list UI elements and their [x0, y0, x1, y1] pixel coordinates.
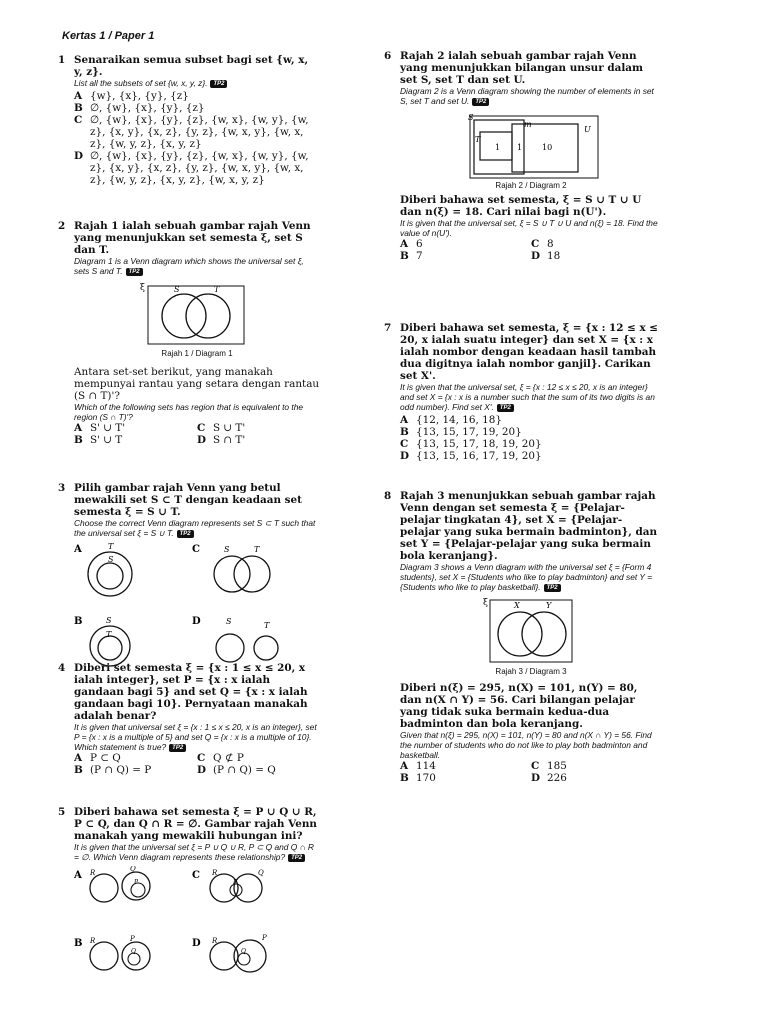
- question-text-en-2: It is given that the universal set, ξ = S ∪ T ∪ U and n(ξ) = 18. Find the value of n(U').: [400, 218, 658, 238]
- question-number: 5: [58, 806, 66, 818]
- question-text-ms-2: Diberi n(ξ) = 295, n(X) = 101, n(Y) = 80, dan n(X ∩ Y) = 56. Cari bilangan pelajar yang tidak suka bermain kedua-dua badminton dan bola keranjang.: [400, 682, 638, 730]
- question-text-en: Diagram 3 shows a Venn diagram with the universal set ξ = {Form 4 students}, set X = {Students who like to play badminton} and set Y = {Students who like to play basketball}.: [400, 562, 653, 592]
- option-c[interactable]: C 185: [531, 760, 567, 772]
- question-3: [58, 482, 320, 668]
- t-label: T: [475, 135, 481, 144]
- option-c-t-circle: [234, 556, 270, 592]
- question-text-en: It is given that the universal set ξ = P ∪ Q ∪ R, P ⊂ Q and Q ∩ R = ∅. Which Venn diagram represents these relationship?: [74, 842, 314, 862]
- s-label: S: [468, 113, 474, 122]
- option-b[interactable]: B (P ∩ Q) = P: [74, 764, 152, 776]
- option-b[interactable]: B {13, 15, 17, 19, 20}: [400, 426, 522, 438]
- question-text-en-2: Given that n(ξ) = 295, n(X) = 101, n(Y) = 80 and n(X ∩ Y) = 56. Find the number of students who do not like to play both badminton and basketball.: [400, 730, 652, 760]
- tp-badge: TP2: [210, 80, 227, 88]
- option-a-q-circle: [122, 872, 150, 900]
- tp-badge: TP2: [126, 268, 143, 276]
- x-label: X: [514, 601, 520, 610]
- y-label: Y: [546, 601, 552, 610]
- set-s-circle: [162, 294, 206, 338]
- option-d[interactable]: D (P ∩ Q) = Q: [197, 764, 276, 776]
- question-text-ms: Rajah 3 menunjukkan sebuah gambar rajah Venn dengan set semesta ξ = {Pelajar-pelajar tingkatan 4}, set X = {Pelajar-pelajar yang suka bermain badminton}, dan set Y = {Pelajar-pelajar yang suka bermain bola keranjang}.: [400, 490, 658, 562]
- question-5: [58, 806, 320, 984]
- set-x-circle: [498, 612, 542, 656]
- question-8: [384, 490, 662, 784]
- option-a-s-circle: [97, 563, 123, 589]
- u-value: 10: [542, 143, 553, 152]
- option-d-p-label: P: [262, 934, 267, 942]
- s-label: S: [174, 285, 180, 294]
- venn-diagram-2: [400, 110, 662, 180]
- question-2: [58, 220, 320, 446]
- question-4: [58, 662, 320, 776]
- tp-badge: TP2: [472, 98, 489, 106]
- question-text-en: Diagram 2 is a Venn diagram showing the number of elements in set S, set T and set U.: [400, 86, 654, 106]
- u-label: U: [584, 125, 591, 134]
- question-number: 1: [58, 54, 66, 66]
- m-label: m: [524, 120, 532, 129]
- option-d-s-label: S: [226, 617, 232, 626]
- option-b-p-label: P: [130, 935, 135, 943]
- t-label: T: [214, 285, 220, 294]
- universal-set-box: [470, 116, 598, 178]
- question-1: [58, 54, 320, 186]
- option-a[interactable]: A P ⊂ Q: [74, 752, 121, 764]
- question-text-ms: Pilih gambar rajah Venn yang betul mewakili set S ⊂ T dengan keadaan set semesta ξ = S ∪ T.: [74, 482, 302, 518]
- option-c-r-label: R: [212, 869, 218, 877]
- question-text-en: Choose the correct Venn diagram represents set S ⊂ T such that the universal set ξ = S ∪ T.: [74, 518, 316, 538]
- option-a-p-label: P: [134, 879, 139, 886]
- question-text-ms: Diberi bahawa set semesta, ξ = {x : 12 ≤ x ≤ 20, x ialah suatu integer} dan set X = {x : x ialah nombor dengan keadaan hasil tambah dua digitnya ialah nombor ganjil}. Carikan set X'.: [400, 322, 658, 382]
- set-y-circle: [522, 612, 566, 656]
- question-number: 8: [384, 490, 392, 502]
- option-d[interactable]: D ∅, {w}, {x}, {y}, {z}, {w, x}, {w, y}, {w, z}, {x, y}, {x, z}, {y, z}, {w, x, y}, {w, x, z}, {w, y, z}, {x, y, z}, {w, x, y, z}: [74, 150, 309, 186]
- xi-label: ξ: [140, 283, 145, 293]
- option-a-t-label: T: [108, 542, 114, 551]
- question-number: 2: [58, 220, 66, 232]
- option-a-r-circle: [90, 874, 118, 902]
- option-a[interactable]: A {w}, {x}, {y}, {z}: [74, 90, 189, 102]
- option-d-r-label: R: [212, 937, 218, 945]
- question-text-en: It is given that universal set ξ = {x : 1 ≤ x ≤ 20, x is an integer}, set P = {x : x is a multiple of 5} and set Q = {x : x is a multiple of 10}. Which statement is true?: [74, 722, 317, 752]
- option-b-label: B: [74, 616, 83, 627]
- option-d[interactable]: D 226: [531, 772, 567, 784]
- option-b[interactable]: B ∅, {w}, {x}, {y}, {z}: [74, 102, 205, 114]
- tp-badge: TP2: [497, 404, 514, 412]
- question-number: 3: [58, 482, 66, 494]
- option-b-r-circle: [90, 942, 118, 970]
- option-c-p-label: P: [233, 879, 238, 886]
- question-text-ms: Rajah 2 ialah sebuah gambar rajah Venn yang menunjukkan bilangan unsur dalam set S, set T dan set U.: [400, 50, 643, 86]
- question-text-ms-2: Antara set-set berikut, yang manakah mempunyai rantau yang setara dengan rantau (S ∩ T)'?: [74, 366, 320, 402]
- option-c[interactable]: C S ∪ T': [197, 422, 246, 434]
- option-b[interactable]: B S' ∪ T: [74, 434, 123, 446]
- venn-options-q3[interactable]: [74, 540, 320, 668]
- diagram-caption: Rajah 1 / Diagram 1: [161, 349, 233, 358]
- question-number: 6: [384, 50, 392, 62]
- option-a[interactable]: A S' ∪ T': [74, 422, 126, 434]
- option-b-p-circle: [122, 942, 150, 970]
- tp-badge: TP2: [288, 854, 305, 862]
- question-text-en: List all the subsets of set {w, x, y, z}.: [74, 78, 208, 88]
- option-a-label: A: [74, 544, 82, 555]
- question-7: [384, 322, 662, 462]
- option-a[interactable]: A 6: [400, 238, 423, 250]
- option-a-s-label: S: [108, 555, 114, 564]
- question-number: 4: [58, 662, 66, 674]
- option-b-t-label: T: [106, 630, 112, 639]
- option-d-s-circle: [216, 634, 244, 662]
- option-d-label: D: [192, 938, 201, 949]
- option-c[interactable]: C {13, 15, 17, 18, 19, 20}: [400, 438, 542, 450]
- option-b-s-label: S: [106, 616, 112, 625]
- t-value: 1: [495, 143, 501, 152]
- option-a-q-label: Q: [130, 866, 136, 873]
- option-c-t-label: T: [254, 545, 260, 554]
- option-c-label: C: [192, 544, 200, 555]
- paper-header: Kertas 1 / Paper 1: [62, 30, 155, 42]
- venn-options-q5[interactable]: [74, 866, 320, 984]
- question-text-ms-2: Diberi bahawa set semesta, ξ = S ∪ T ∪ U dan n(ξ) = 18. Cari nilai bagi n(U').: [400, 194, 642, 218]
- tp-badge: TP2: [544, 584, 561, 592]
- option-d[interactable]: D 18: [531, 250, 561, 262]
- option-b-label: B: [74, 938, 83, 949]
- option-c-label: C: [192, 870, 200, 881]
- option-a[interactable]: A {12, 14, 16, 18}: [400, 414, 502, 426]
- tu-value: 1: [517, 143, 523, 152]
- option-c[interactable]: C 8: [531, 238, 554, 250]
- option-a-label: A: [74, 870, 82, 881]
- option-c[interactable]: C Q ⊄ P: [197, 752, 244, 764]
- option-d-t-label: T: [264, 621, 270, 630]
- option-a-r-label: R: [90, 869, 96, 877]
- question-text-ms: Diberi bahawa set semesta ξ = P ∪ Q ∪ R, P ⊂ Q, dan Q ∩ R = ∅. Gambar rajah Venn manakah yang mewakili hubungan ini?: [74, 806, 317, 842]
- tp-badge: TP2: [169, 744, 186, 752]
- option-c[interactable]: C ∅, {w}, {x}, {y}, {z}, {w, x}, {w, y}, {w, z}, {x, y}, {x, z}, {y, z}, {w, x, y}, {w, x, z}, {w, y, z}, {x, y, z}: [74, 114, 309, 150]
- option-d[interactable]: D {13, 15, 16, 17, 19, 20}: [400, 450, 542, 462]
- question-number: 7: [384, 322, 392, 334]
- option-d-t-circle: [254, 636, 278, 660]
- option-b-q-label: Q: [131, 948, 136, 955]
- question-text-ms: Rajah 1 ialah sebuah gambar rajah Venn yang menunjukkan set semesta ξ, set S dan T.: [74, 220, 311, 256]
- diagram-caption: Rajah 3 / Diagram 3: [495, 667, 567, 676]
- question-text-en: Diagram 1 is a Venn diagram which shows the universal set ξ, sets S and T.: [74, 256, 304, 276]
- option-b[interactable]: B 170: [400, 772, 436, 784]
- option-c-s-label: S: [224, 545, 230, 554]
- option-c-s-circle: [214, 556, 250, 592]
- option-a[interactable]: A 114: [400, 760, 436, 772]
- question-text-ms: Diberi set semesta ξ = {x : 1 ≤ x ≤ 20, x ialah integer}, set P = {x : x ialah gandaan bagi 5} and set Q = {x : x ialah gandaan bagi 10}. Pernyataan manakah adalah benar?: [74, 662, 308, 722]
- option-d-label: D: [192, 616, 201, 627]
- tp-badge: TP2: [177, 530, 194, 538]
- option-b-r-label: R: [90, 937, 96, 945]
- venn-diagram-3: [400, 596, 662, 666]
- option-c-q-label: Q: [258, 869, 264, 877]
- option-b[interactable]: B 7: [400, 250, 423, 262]
- option-d[interactable]: D S ∩ T': [197, 434, 246, 446]
- option-b-t-circle: [98, 636, 122, 660]
- option-d-q-label: Q: [241, 948, 246, 955]
- question-text-ms: Senaraikan semua subset bagi set {w, x, y, z}.: [74, 54, 309, 78]
- set-t-circle: [186, 294, 230, 338]
- diagram-caption: Rajah 2 / Diagram 2: [495, 181, 567, 190]
- xi-label: ξ: [483, 598, 488, 608]
- question-text-en-2: Which of the following sets has region that is equivalent to the region (S ∩ T)'?: [74, 402, 304, 422]
- question-6: [384, 50, 662, 262]
- question-text-en: It is given that the universal set, ξ = {x : 12 ≤ x ≤ 20, x is an integer} and set X = {x : x is a number such that the sum of its two digits is an odd number}. Find set X'.: [400, 382, 655, 412]
- venn-diagram-1: [74, 280, 320, 348]
